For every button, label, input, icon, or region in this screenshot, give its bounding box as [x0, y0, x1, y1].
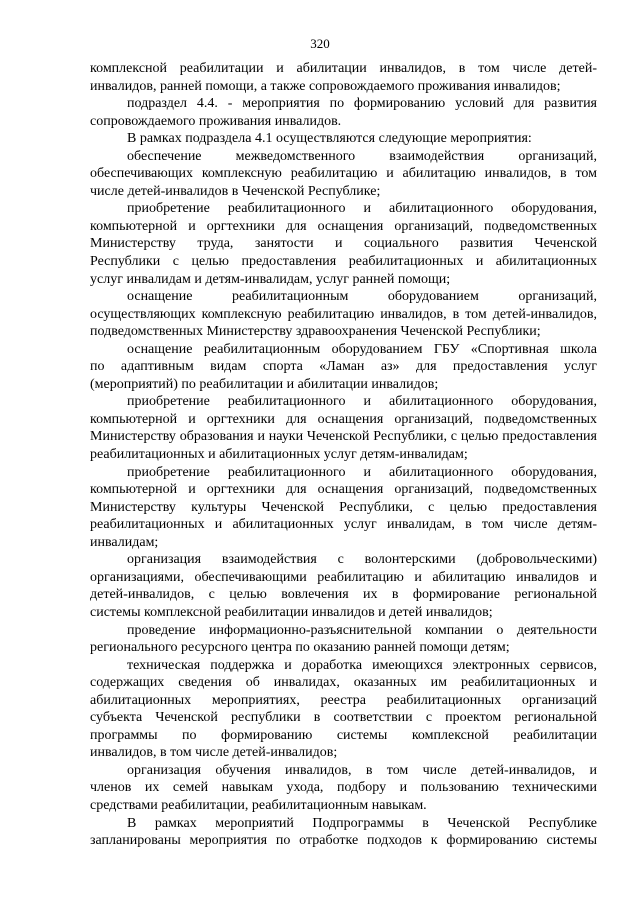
text-line: реабилитационных и абилитационных услуг детям-инвалидам; — [90, 447, 468, 463]
text-line: приобретение реабилитационного и абилитационного оборудования, — [127, 464, 597, 480]
text-line: обеспечение межведомственного взаимодействия организаций, — [127, 148, 597, 164]
text-line: системы комплексной реабилитации инвалидов и детей инвалидов; — [90, 604, 493, 620]
text-line: В рамках подраздела 4.1 осуществляются следующие мероприятия: — [127, 131, 532, 147]
text-line: членов их семей навыкам ухода, подбору и пользованию техническими — [90, 780, 597, 796]
text-line: оснащение реабилитационным оборудованием ГБУ «Спортивная школа — [127, 341, 597, 357]
text-line: запланированы мероприятия по отработке подходов к формированию системы — [90, 833, 597, 849]
text-line: реабилитационных и абилитационных услуг инвалидам, в том числе детям- — [90, 517, 597, 533]
text-line: приобретение реабилитационного и абилитационного оборудования, — [127, 394, 597, 410]
text-line: компьютерной и оргтехники для оснащения организаций, подведомственных — [90, 218, 597, 234]
text-line: инвалидов, ранней помощи, а также сопровождаемого проживания инвалидов; — [90, 78, 561, 94]
text-line: сопровождаемого проживания инвалидов. — [90, 113, 342, 129]
text-line: содержащих сведения об инвалидах, оказанных им реабилитационных и — [90, 675, 597, 691]
text-line: компьютерной и оргтехники для оснащения организаций, подведомственных — [90, 411, 597, 427]
text-line: организация обучения инвалидов, в том числе детей-инвалидов, и — [127, 762, 597, 778]
text-line: числе детей-инвалидов в Чеченской Республике; — [90, 183, 381, 199]
text-line: Министерству культуры Чеченской Республики, с целью предоставления — [90, 499, 597, 515]
text-line: осуществляющих комплексную реабилитацию инвалидов, в том детей-инвалидов, — [90, 306, 597, 322]
text-line: Республики с целью предоставления реабилитационных и абилитационных — [90, 254, 597, 270]
text-line: Министерству образования и науки Чеченской Республики, с целью предоставления — [90, 429, 597, 445]
text-line: по адаптивным видам спорта «Ламан аз» для предоставления услуг — [90, 359, 597, 375]
text-line: услуг инвалидам и детям-инвалидам, услуг ранней помощи; — [90, 271, 451, 287]
body-text — [90, 60, 597, 850]
text-line: программы по формированию системы комплексной реабилитации — [90, 727, 597, 743]
text-line: В рамках мероприятий Подпрограммы в Чеченской Республике — [127, 815, 597, 831]
text-line: Министерству труда, занятости и социального развития Чеченской — [90, 236, 597, 252]
text-line: проведение информационно-разъяснительной компании о деятельности — [127, 622, 597, 638]
text-line: приобретение реабилитационного и абилитационного оборудования, — [127, 201, 597, 217]
text-line: инвалидов, в том числе детей-инвалидов; — [90, 745, 338, 761]
text-line: регионального ресурсного центра по оказанию ранней помощи детям; — [90, 640, 510, 656]
text-line: комплексной реабилитации и абилитации инвалидов, в том числе детей- — [90, 61, 597, 76]
text-line: организация взаимодействия с волонтерскими (добровольческими) — [127, 552, 597, 568]
text-line: средствами реабилитации, реабилитационным навыкам. — [90, 797, 427, 813]
text-line: оснащение реабилитационным оборудованием организаций, — [127, 289, 597, 305]
text-line: подраздел 4.4. - мероприятия по формированию условий для развития — [127, 96, 597, 112]
text-line: субъекта Чеченской республики в соответствии с проектом региональной — [90, 710, 597, 726]
page-number: 320 — [310, 36, 330, 51]
text-line: подведомственных Министерству здравоохранения Чеченской Республики; — [90, 324, 541, 340]
text-line: абилитационных мероприятиях, реестра реабилитационных организаций — [90, 692, 597, 708]
text-line: организациями, обеспечивающими реабилитацию и абилитацию инвалидов и — [90, 569, 597, 585]
text-line: техническая поддержка и доработка имеющихся электронных сервисов, — [127, 657, 597, 673]
text-line: (мероприятий) по реабилитации и абилитации инвалидов; — [90, 376, 439, 392]
text-line: детей-инвалидов, с целью вовлечения их в формирование региональной — [90, 587, 597, 603]
text-line: обеспечивающих комплексную реабилитацию и абилитацию инвалидов, в том — [90, 166, 597, 182]
text-line: компьютерной и оргтехники для оснащения организаций, подведомственных — [90, 482, 597, 498]
text-line: инвалидам; — [90, 534, 159, 550]
